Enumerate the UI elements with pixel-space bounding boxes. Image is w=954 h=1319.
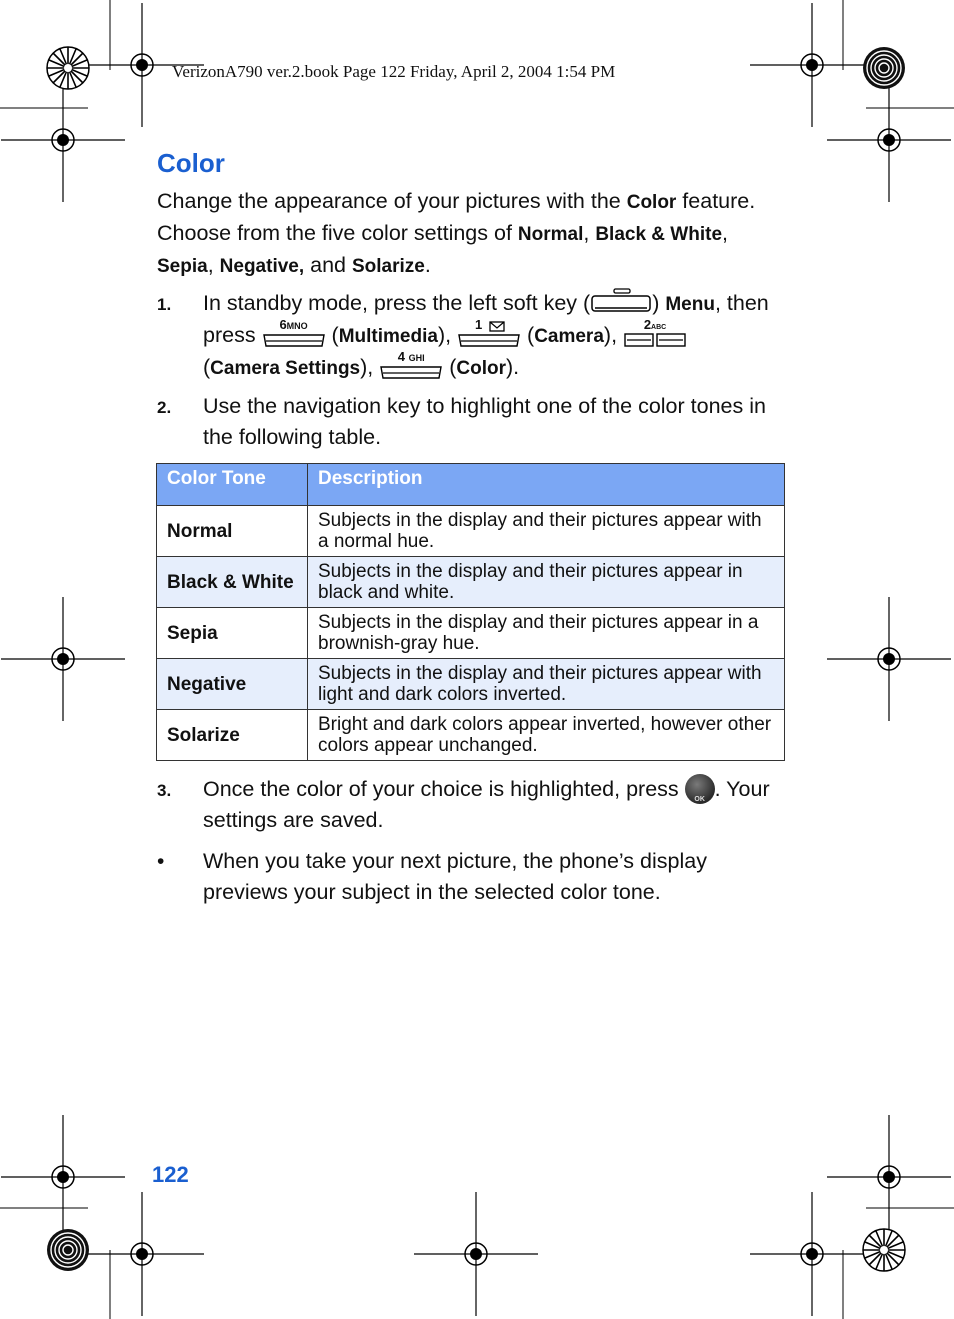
key-2-abc-icon [623,317,687,348]
tone-description: Subjects in the display and their pictures appear with a normal hue. [308,506,785,557]
tone-description: Subjects in the display and their pictures appear with light and dark colors inverted. [308,659,785,710]
step-text: In standby mode, press the left soft key ( [203,291,591,315]
menu-label: Menu [665,294,715,315]
print-header-line: VerizonA790 ver.2.book Page 122 Friday, April 2, 2004 1:54 PM [172,62,616,81]
tone-name: Sepia [157,608,308,659]
tone-name: Black & White [157,557,308,608]
key-letters: ABC [651,324,667,331]
step-text: , then press [203,291,769,347]
step-text: . Your settings are saved. [203,777,770,832]
table-header-row [157,464,785,506]
key-letters: MNO [286,321,308,331]
tone-description: Subjects in the display and their pictures appear in black and white. [308,557,785,608]
step-text: ). [505,355,520,379]
key-letters: GHI [408,353,425,363]
step-text: ( [521,323,535,347]
intro-text: , [207,253,220,277]
step-text: ), [603,323,624,347]
column-header-description: Description [308,464,785,506]
intro-text: , [722,221,729,245]
left-soft-key-icon [590,288,652,316]
table-row [157,659,785,710]
table-row [157,710,785,761]
step-text: ), [437,323,458,347]
tone-name: Solarize [157,710,308,761]
step-text: ( [443,355,457,379]
camera-settings-label: Camera Settings [210,358,361,379]
page-number: 122 [152,1162,189,1187]
intro-paragraph [157,186,787,282]
intro-bold-solarize: Solarize [351,256,425,277]
tone-name: Negative [157,659,308,710]
step-text: ( [203,355,211,379]
step-number: 3. [157,781,172,800]
ok-button-icon [685,774,715,804]
step-2 [157,391,787,453]
key-1-voicemail-icon [457,317,521,348]
key-digit: 4 [397,349,406,364]
key-digit: 2 [643,317,652,332]
step-text: Once the color of your choice is highlighted, press [203,777,685,801]
intro-bold-negative: Negative, [219,256,305,277]
intro-bold-color: Color [626,192,677,213]
intro-bold-black-white: Black & White [595,224,723,245]
step-text: ) [652,291,666,315]
key-4-ghi-icon [379,349,443,380]
intro-bold-sepia: Sepia [157,256,208,277]
ok-button-label: OK [694,796,705,803]
tone-name: Normal [157,506,308,557]
bullet-text: When you take your next picture, the phone’s display previews your subject in the selected color tone. [203,849,707,904]
intro-text: and [304,253,352,277]
multimedia-label: Multimedia [338,326,438,347]
intro-text: feature. Choose from the five color settings of [157,189,756,245]
key-digit: 6 [279,317,287,332]
step-1 [157,288,787,384]
step-number: 1. [157,295,172,314]
tone-description: Bright and dark colors appear inverted, however other colors appear unchanged. [308,710,785,761]
column-header-color-tone: Color Tone [157,464,308,506]
tone-description: Subjects in the display and their pictures appear in a brownish-gray hue. [308,608,785,659]
color-tone-table [156,463,785,761]
step-number: 2. [157,398,172,417]
intro-text: , [583,221,596,245]
bullet-symbol: • [157,850,165,873]
step-3 [157,774,787,836]
color-label: Color [456,358,506,379]
intro-bold-normal: Normal [517,224,584,245]
intro-text: Change the appearance of your pictures with the [157,189,627,213]
step-text: ( [325,323,339,347]
table-row [157,506,785,557]
step-text: Use the navigation key to highlight one of the color tones in the following table. [203,394,766,449]
table-row [157,608,785,659]
step-text: ), [360,355,380,379]
key-6-mno-icon [262,317,326,348]
bullet-note [157,846,787,908]
key-digit: 1 [475,317,483,332]
intro-text: . [424,253,431,277]
camera-label: Camera [534,326,604,347]
table-row [157,557,785,608]
section-title: Color [157,148,225,178]
